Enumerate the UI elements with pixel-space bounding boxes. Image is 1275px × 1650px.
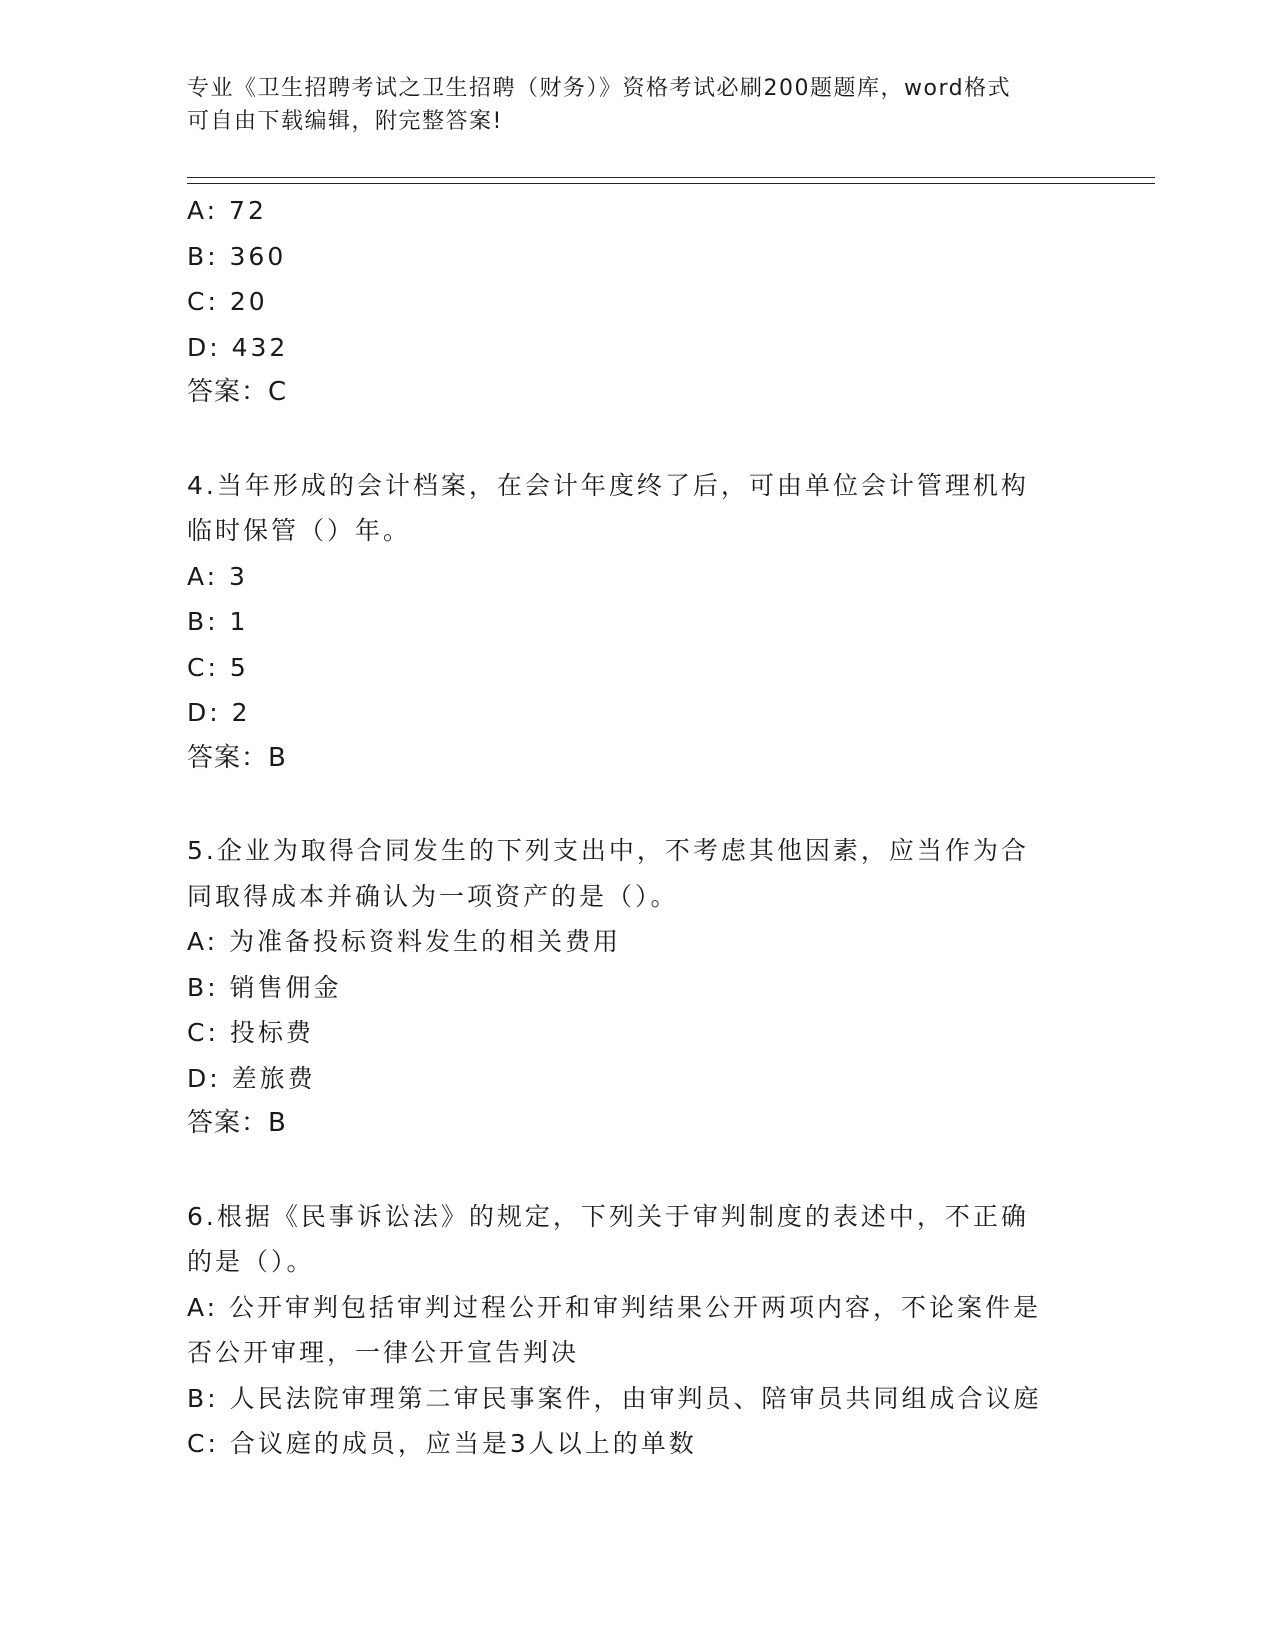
option-c: C: 20: [187, 287, 268, 316]
question-stem-line-1: 6.根据《民事诉讼法》的规定，下列关于审判制度的表述中，不正确: [187, 1201, 1029, 1231]
answer: 答案：B: [187, 742, 287, 773]
option-a: A: 72: [187, 196, 267, 225]
option-b: B: 销售佣金: [187, 972, 342, 1002]
option-c: C: 合议庭的成员，应当是3人以上的单数: [187, 1429, 697, 1458]
answer: 答案：C: [187, 377, 288, 407]
option-a-line-2: 否公开审理，一律公开宣告判决: [187, 1338, 580, 1367]
option-d: D: 差旅费: [187, 1063, 316, 1093]
option-c: C: 5: [187, 652, 249, 682]
option-b: B: 人民法院审理第二审民事案件，由审判员、陪审员共同组成合议庭: [187, 1383, 1042, 1413]
answer: 答案：B: [187, 1108, 287, 1138]
header-rule-top: [187, 177, 1155, 178]
header-line-1: 专业《卫生招聘考试之卫生招聘（财务）》资格考试必刷200题题库，word格式: [187, 76, 1012, 101]
question-stem-line-1: 5.企业为取得合同发生的下列支出中，不考虑其他因素，应当作为合: [187, 836, 1029, 865]
question-stem-line-2: 临时保管（）年。: [187, 516, 412, 545]
header-line-2: 可自由下载编辑，附完整答案!: [187, 109, 503, 134]
question-6: [187, 1194, 1087, 1467]
option-a-line-1: A: 公开审判包括审判过程公开和审判结果公开两项内容，不论案件是: [187, 1292, 1042, 1322]
option-a: A: 为准备投标资料发生的相关费用: [187, 927, 622, 956]
option-d: D: 432: [187, 332, 289, 362]
document-body: [187, 188, 1087, 1467]
spacer: [187, 416, 1087, 463]
header-rule-bottom: [187, 183, 1155, 184]
question-3: [187, 188, 1087, 416]
document-header: [187, 72, 1077, 138]
option-a: A: 3: [187, 561, 248, 591]
question-stem-line-2: 同取得成本并确认为一项资产的是（）。: [187, 881, 679, 911]
question-stem-line-2: 的是（）。: [187, 1247, 315, 1276]
option-c: C: 投标费: [187, 1018, 314, 1047]
spacer: [187, 781, 1087, 828]
option-d: D: 2: [187, 698, 251, 727]
question-stem-line-1: 4.当年形成的会计档案，在会计年度终了后，可由单位会计管理机构: [187, 470, 1029, 500]
question-4: [187, 463, 1087, 782]
spacer: [187, 1147, 1087, 1194]
option-b: B: 1: [187, 607, 249, 636]
option-b: B: 360: [187, 241, 287, 271]
question-5: [187, 828, 1087, 1147]
